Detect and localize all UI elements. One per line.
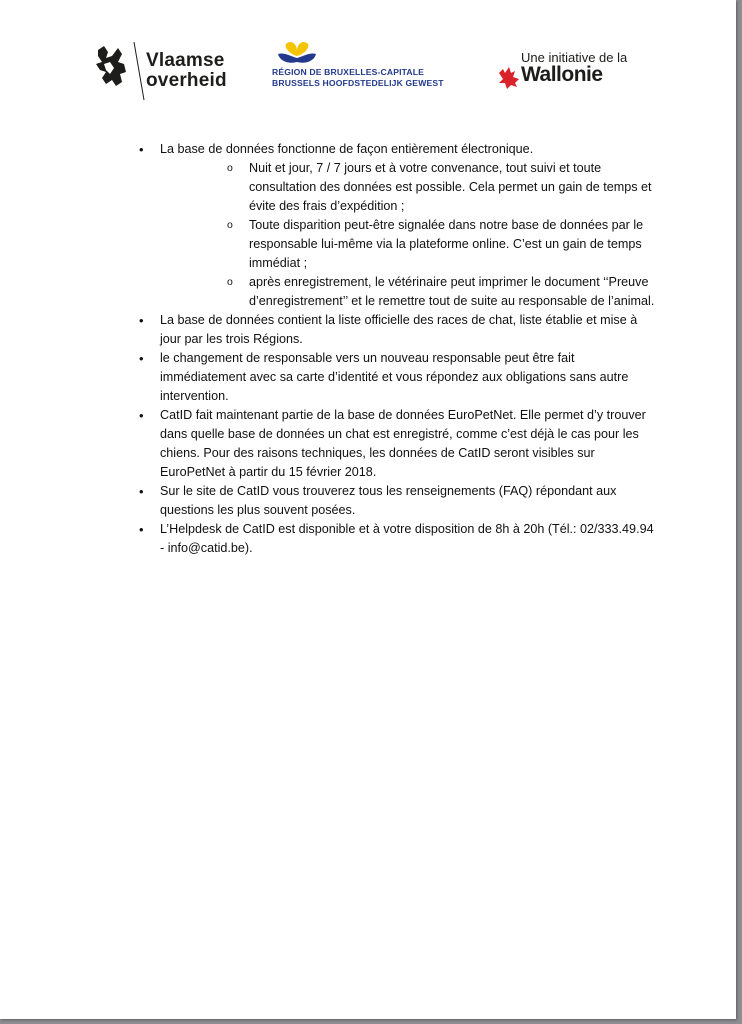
brussels-gewest-text: BRUSSELS HOOFDSTEDELIJK GEWEST (272, 78, 444, 88)
list-item: • CatID fait maintenant partie de la base de données EuroPetNet. Elle permet d’y trouver dans quelle base de données un chat est enregistré, comme c’est déjà le cas pour les chiens. Pour des raisons techniques, les données de CatID seront visibles sur EuroPetNet à partir du 15 février 2018. (160, 406, 660, 482)
list-item (160, 140, 660, 311)
bullet-text: La base de données fonctionne de façon entièrement électronique. (160, 142, 534, 156)
sub-list (160, 159, 660, 311)
wallonie-text: Wallonie (521, 63, 603, 86)
document-body (160, 140, 660, 558)
sub-list-item: o Nuit et jour, 7 / 7 jours et à votre convenance, tout suivi et toute consultation des données est possible. Cela permet un gain de temps et évite des frais d’expédition ; (249, 159, 660, 216)
wallonia-rooster-icon (497, 65, 521, 89)
bullet-list (160, 140, 660, 558)
bruxelles-capitale-logo (268, 40, 478, 94)
logo-divider (132, 42, 146, 100)
list-item: • Sur le site de CatID vous trouverez tous les renseignements (FAQ) répondant aux questions les plus souvent posées. (160, 482, 660, 520)
region-bruxelles-text: RÉGION DE BRUXELLES-CAPITALE (272, 67, 425, 77)
list-item: • L’Helpdesk de CatID est disponible et à votre disposition de 8h à 20h (Tél.: 02/333.49.94 - info@catid.be). (160, 520, 660, 558)
flemish-lion-icon (94, 44, 130, 88)
sub-list-item: o Toute disparition peut-être signalée dans notre base de données par le responsable lui-même via la plateforme online. C’est un gain de temps immédiat ; (249, 216, 660, 273)
iris-icon (274, 40, 320, 66)
initiative-text: Une initiative de la (521, 50, 628, 65)
vlaamse-overheid-logo (94, 42, 234, 98)
vlaamse-text: Vlaamse (146, 50, 225, 71)
overheid-text: overheid (146, 70, 227, 91)
sub-list-item: o après enregistrement, le vétérinaire peut imprimer le document ‘‘Preuve d’enregistrement’’ et le remettre tout de suite au responsable de l’animal. (249, 273, 660, 311)
list-item: • le changement de responsable vers un nouveau responsable peut être fait immédiatement avec sa carte d’identité et vous répondez aux obligations sans autre intervention. (160, 349, 660, 406)
wallonie-logo (497, 50, 637, 94)
list-item: • La base de données contient la liste officielle des races de chat, liste établie et mise à jour par les trois Régions. (160, 311, 660, 349)
